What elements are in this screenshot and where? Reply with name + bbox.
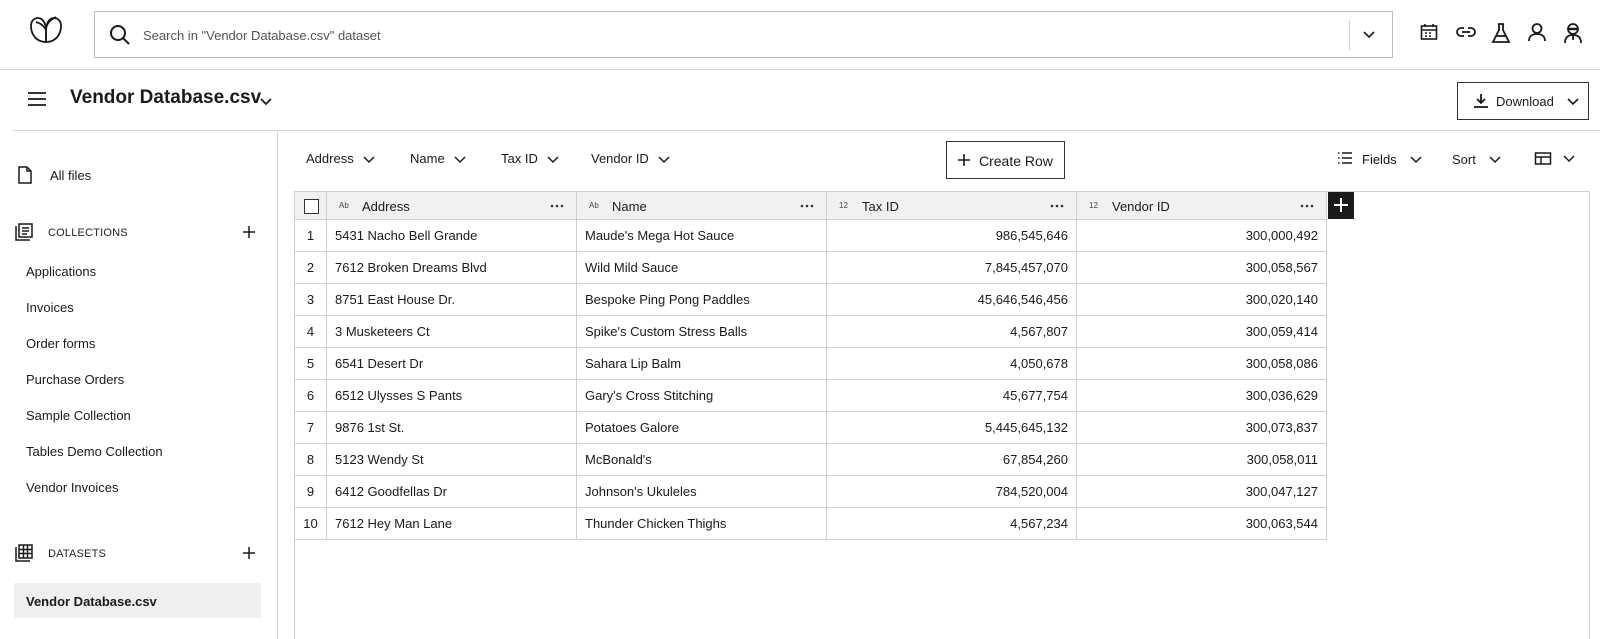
chevron-down-icon <box>453 155 467 165</box>
number-type-icon: 12 <box>1089 201 1098 210</box>
column-name: Name <box>612 199 647 214</box>
fields-label: Fields <box>1362 152 1397 167</box>
flask-icon[interactable] <box>1491 22 1511 44</box>
plus-icon <box>1333 197 1349 213</box>
cell-address[interactable]: 7612 Broken Dreams Blvd <box>327 252 577 284</box>
column-name: Vendor ID <box>1112 199 1170 214</box>
cell-vendor-id[interactable]: 300,058,086 <box>1077 348 1327 380</box>
sort-dropdown[interactable] <box>1452 152 1476 167</box>
cell-name[interactable]: Johnson's Ukuleles <box>577 476 827 508</box>
column-name: Address <box>362 199 410 214</box>
chevron-down-icon <box>1488 155 1502 165</box>
cell-vendor-id[interactable]: 300,020,140 <box>1077 284 1327 316</box>
cell-vendor-id[interactable]: 300,058,011 <box>1077 444 1327 476</box>
app-logo-icon[interactable] <box>28 14 64 46</box>
data-grid <box>294 191 1590 639</box>
filter-address[interactable] <box>306 151 376 166</box>
cell-tax-id[interactable]: 45,677,754 <box>827 380 1077 412</box>
plus-icon <box>957 153 971 167</box>
column-header-vendor-id[interactable] <box>1077 192 1327 220</box>
chevron-down-icon <box>362 155 376 165</box>
chevron-down-icon <box>1409 155 1423 165</box>
sidebar <box>13 131 278 639</box>
row-number: 8 <box>295 444 327 476</box>
column-header-tax-id[interactable] <box>827 192 1077 220</box>
add-column-button[interactable] <box>1328 192 1354 219</box>
cell-tax-id[interactable]: 5,445,645,132 <box>827 412 1077 444</box>
cell-name[interactable]: Bespoke Ping Pong Paddles <box>577 284 827 316</box>
sidebar-item-purchase-orders[interactable]: Purchase Orders <box>26 372 125 387</box>
more-options-icon[interactable] <box>1050 204 1064 208</box>
cell-address[interactable]: 9876 1st St. <box>327 412 577 444</box>
chevron-down-icon <box>1562 154 1576 164</box>
cell-vendor-id[interactable]: 300,000,492 <box>1077 220 1327 252</box>
cell-address[interactable]: 7612 Hey Man Lane <box>327 508 577 540</box>
cell-address[interactable]: 8751 East House Dr. <box>327 284 577 316</box>
text-type-icon: Ab <box>589 201 599 210</box>
filter-vendor-id[interactable] <box>591 151 671 166</box>
number-type-icon: 12 <box>839 201 848 210</box>
chevron-down-icon <box>657 155 671 165</box>
cell-vendor-id[interactable]: 300,059,414 <box>1077 316 1327 348</box>
page-header <box>13 70 1600 131</box>
filter-tax-id[interactable] <box>501 151 560 166</box>
link-icon[interactable] <box>1455 22 1477 42</box>
view-toggle-dropdown[interactable] <box>1534 151 1552 167</box>
collections-icon <box>15 223 33 241</box>
cell-tax-id[interactable]: 45,646,546,456 <box>827 284 1077 316</box>
download-button[interactable] <box>1457 82 1589 120</box>
filter-label: Tax ID <box>501 151 538 166</box>
cell-tax-id[interactable]: 7,845,457,070 <box>827 252 1077 284</box>
cell-tax-id[interactable]: 4,567,234 <box>827 508 1077 540</box>
cell-tax-id[interactable]: 4,567,807 <box>827 316 1077 348</box>
filter-label: Address <box>306 151 354 166</box>
list-icon <box>1337 150 1353 166</box>
search-divider <box>1349 20 1350 50</box>
row-number: 1 <box>295 220 327 252</box>
row-number: 2 <box>295 252 327 284</box>
file-icon <box>17 166 33 184</box>
hamburger-menu-icon[interactable] <box>27 90 47 108</box>
sidebar-item-order-forms[interactable]: Order forms <box>26 336 96 351</box>
row-number: 7 <box>295 412 327 444</box>
cell-name[interactable]: Thunder Chicken Thighs <box>577 508 827 540</box>
cell-tax-id[interactable]: 986,545,646 <box>827 220 1077 252</box>
cell-vendor-id[interactable]: 300,047,127 <box>1077 476 1327 508</box>
cell-vendor-id[interactable]: 300,063,544 <box>1077 508 1327 540</box>
filter-label: Vendor ID <box>591 151 649 166</box>
cell-address[interactable]: 3 Musketeers Ct <box>327 316 577 348</box>
row-number: 9 <box>295 476 327 508</box>
more-options-icon[interactable] <box>800 204 814 208</box>
table-toolbar <box>278 131 1600 186</box>
sidebar-item-tables-demo-collection[interactable]: Tables Demo Collection <box>26 444 163 459</box>
sort-label: Sort <box>1452 152 1476 167</box>
search-icon[interactable] <box>109 24 131 46</box>
download-chevron-down-icon <box>1566 97 1580 107</box>
cell-tax-id[interactable]: 4,050,678 <box>827 348 1077 380</box>
search-options-chevron-down-icon[interactable] <box>1361 27 1377 43</box>
calendar-icon[interactable] <box>1419 22 1439 42</box>
row-number: 3 <box>295 284 327 316</box>
agent-icon[interactable] <box>1563 22 1583 44</box>
sidebar-item-label: Vendor Database.csv <box>26 594 157 609</box>
cell-name[interactable]: Maude's Mega Hot Sauce <box>577 220 827 252</box>
sidebar-item-vendor-invoices[interactable]: Vendor Invoices <box>26 480 119 495</box>
title-chevron-down-icon[interactable] <box>258 95 274 109</box>
chevron-down-icon <box>546 155 560 165</box>
cell-name[interactable]: Gary's Cross Stitching <box>577 380 827 412</box>
cell-vendor-id[interactable]: 300,073,837 <box>1077 412 1327 444</box>
cell-address[interactable]: 5431 Nacho Bell Grande <box>327 220 577 252</box>
cell-tax-id[interactable]: 784,520,004 <box>827 476 1077 508</box>
add-dataset-plus-icon[interactable] <box>242 546 256 560</box>
cell-address[interactable]: 6541 Desert Dr <box>327 348 577 380</box>
cell-name[interactable]: Potatoes Galore <box>577 412 827 444</box>
search-input[interactable] <box>143 22 1243 48</box>
download-icon <box>1472 92 1490 110</box>
cell-name[interactable]: Wild Mild Sauce <box>577 252 827 284</box>
filter-name[interactable] <box>410 151 467 166</box>
cell-tax-id[interactable]: 67,854,260 <box>827 444 1077 476</box>
datasets-section-header <box>15 544 265 564</box>
add-collection-plus-icon[interactable] <box>242 225 256 239</box>
collections-section-header <box>15 223 265 243</box>
table-view-icon <box>1534 151 1552 167</box>
sidebar-item-applications[interactable]: Applications <box>26 264 97 279</box>
cell-name[interactable]: Sahara Lip Balm <box>577 348 827 380</box>
datasets-label: DATASETS <box>48 548 107 560</box>
cell-address[interactable]: 6412 Goodfellas Dr <box>327 476 577 508</box>
row-number: 5 <box>295 348 327 380</box>
cell-name[interactable]: McBonald's <box>577 444 827 476</box>
search-bar <box>94 11 1393 58</box>
sidebar-item-label: All files <box>50 168 92 183</box>
column-header-name[interactable] <box>577 192 827 220</box>
column-header-address[interactable] <box>327 192 577 220</box>
download-label: Download <box>1496 94 1554 109</box>
cell-name[interactable]: Spike's Custom Stress Balls <box>577 316 827 348</box>
row-number: 4 <box>295 316 327 348</box>
sidebar-item-vendor-database[interactable] <box>14 583 261 618</box>
column-name: Tax ID <box>862 199 899 214</box>
more-options-icon[interactable] <box>1300 204 1314 208</box>
user-icon[interactable] <box>1527 22 1547 42</box>
text-type-icon: Ab <box>339 201 349 210</box>
cell-address[interactable]: 5123 Wendy St <box>327 444 577 476</box>
cell-vendor-id[interactable]: 300,036,629 <box>1077 380 1327 412</box>
select-all-checkbox[interactable] <box>304 199 319 214</box>
cell-address[interactable]: 6512 Ulysses S Pants <box>327 380 577 412</box>
cell-vendor-id[interactable]: 300,058,567 <box>1077 252 1327 284</box>
row-number: 6 <box>295 380 327 412</box>
create-row-label: Create Row <box>979 153 1053 169</box>
top-bar <box>0 0 1600 70</box>
datasets-icon <box>15 544 33 562</box>
filter-label: Name <box>410 151 445 166</box>
page-title: Vendor Database.csv <box>70 87 262 108</box>
sidebar-item-invoices[interactable]: Invoices <box>26 300 74 315</box>
create-row-button[interactable] <box>946 141 1065 179</box>
row-number: 10 <box>295 508 327 540</box>
more-options-icon[interactable] <box>550 204 564 208</box>
sidebar-item-sample-collection[interactable]: Sample Collection <box>26 408 131 423</box>
select-all-header <box>295 192 327 220</box>
collections-label: COLLECTIONS <box>48 227 128 239</box>
